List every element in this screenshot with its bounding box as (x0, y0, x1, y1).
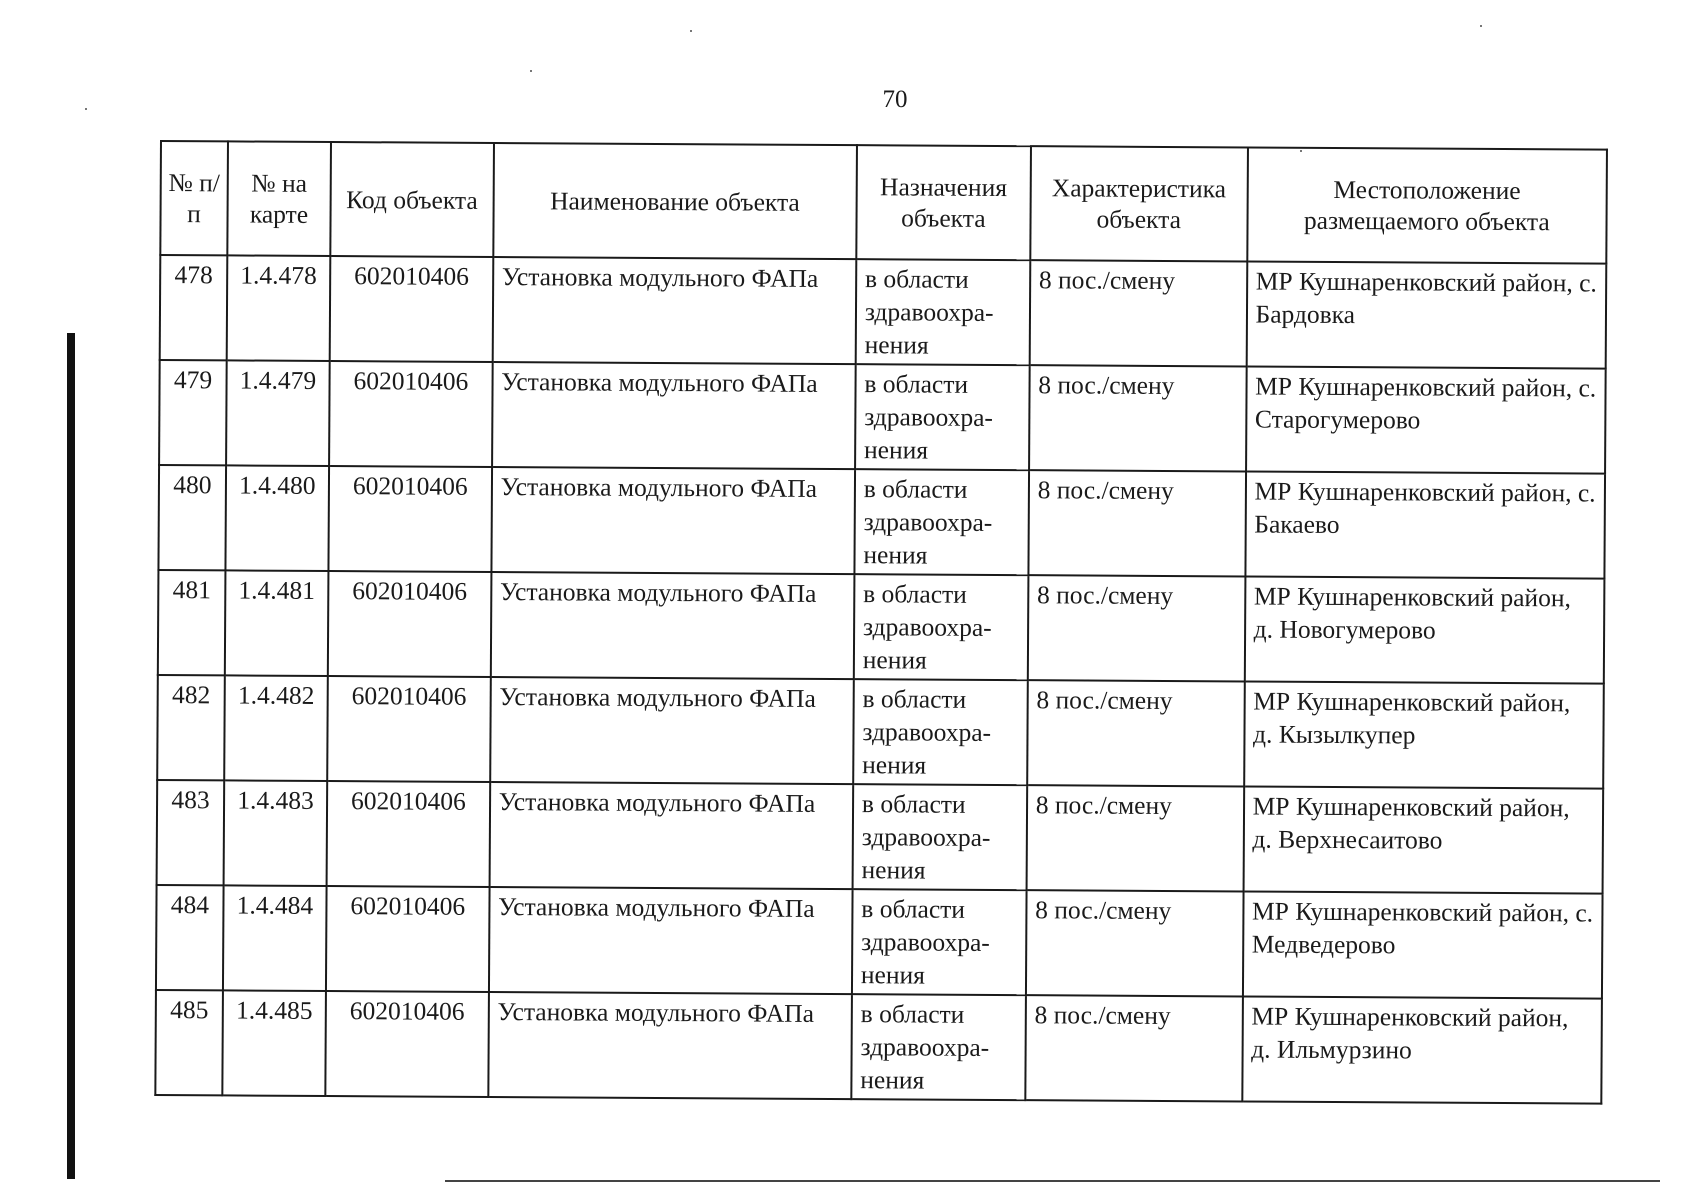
cell-location: МР Кушнаренковский район, с. Старогумерово (1246, 366, 1606, 473)
table-row (156, 885, 1603, 999)
cell-object-name: Установка модульного ФАПа (490, 677, 854, 784)
cell-location: МР Кушнаренковский район, д. Ильмурзино (1242, 996, 1602, 1103)
column-header-object-name: Наименование объекта (493, 143, 857, 259)
cell-purpose: в области здравоохра-нения (852, 889, 1026, 995)
column-header-characteristic: Характеристика объекта (1030, 146, 1248, 261)
cell-location: МР Кушнаренковский район, д. Кызылкупер (1244, 681, 1604, 788)
cell-purpose: в области здравоохра-нения (854, 574, 1028, 680)
column-header-object-code: Код объекта (330, 142, 494, 257)
cell-location: МР Кушнаренковский район, д. Верхнесаитово (1243, 786, 1603, 893)
cell-characteristic: 8 пос./смену (1028, 470, 1245, 576)
cell-location: МР Кушнаренковский район, д. Новогумерово (1244, 576, 1604, 683)
page-number: 70 (882, 86, 908, 113)
table-row (159, 360, 1606, 474)
cell-location: МР Кушнаренковский район, с. Бакаево (1245, 471, 1605, 578)
cell-characteristic: 8 пос./смену (1029, 260, 1246, 366)
cell-object-name: Установка модульного ФАПа (491, 572, 855, 679)
cell-map-number: 1.4.482 (224, 675, 328, 781)
scan-speck (85, 108, 87, 110)
cell-map-number: 1.4.480 (225, 465, 329, 571)
cell-object-name: Установка модульного ФАПа (492, 257, 856, 364)
cell-object-name: Установка модульного ФАПа (492, 362, 856, 469)
table-row (158, 465, 1605, 579)
column-header-purpose: Назначения объекта (856, 145, 1031, 260)
cell-number: 484 (156, 885, 224, 990)
cell-object-name: Установка модульного ФАПа (491, 467, 855, 574)
cell-characteristic: 8 пос./смену (1026, 890, 1243, 996)
cell-object-name: Установка модульного ФАПа (489, 782, 853, 889)
cell-characteristic: 8 пос./смену (1025, 995, 1242, 1101)
column-header-number: № п/п (160, 141, 228, 255)
cell-purpose: в области здравоохра-нения (854, 469, 1028, 575)
objects-table (154, 140, 1608, 1105)
cell-object-code: 602010406 (328, 466, 491, 572)
scan-speck (530, 70, 532, 72)
cell-map-number: 1.4.479 (226, 360, 330, 466)
cell-object-code: 602010406 (326, 886, 489, 992)
table-row (157, 675, 1604, 789)
cell-purpose: в области здравоохра-нения (851, 994, 1025, 1100)
scan-edge-mark (67, 333, 75, 1179)
table-header-row (160, 141, 1607, 264)
cell-number: 483 (157, 780, 225, 885)
cell-object-code: 602010406 (325, 991, 488, 1097)
cell-object-code: 602010406 (329, 361, 492, 467)
column-header-map-number: № на карте (227, 141, 331, 256)
table-row (158, 570, 1605, 684)
cell-object-code: 602010406 (328, 571, 491, 677)
cell-map-number: 1.4.478 (227, 255, 331, 361)
column-header-location: Местоположение размещаемого объекта (1247, 147, 1607, 263)
cell-purpose: в области здравоохра-нения (852, 784, 1026, 890)
cell-characteristic: 8 пос./смену (1027, 680, 1244, 786)
cell-object-name: Установка модульного ФАПа (489, 887, 853, 994)
cell-number: 478 (160, 255, 228, 360)
cell-object-name: Установка модульного ФАПа (488, 992, 852, 1099)
scan-speck (1480, 25, 1482, 27)
cell-number: 485 (155, 990, 223, 1095)
scan-speck (1300, 150, 1302, 152)
cell-object-code: 602010406 (327, 676, 490, 782)
cell-number: 481 (158, 570, 226, 675)
cell-characteristic: 8 пос./смену (1026, 785, 1243, 891)
cell-object-code: 602010406 (326, 781, 489, 887)
cell-location: МР Кушнаренковский район, с. Бардовка (1246, 261, 1606, 368)
scan-bottom-line (445, 1180, 1660, 1182)
cell-map-number: 1.4.481 (225, 570, 329, 676)
cell-location: МР Кушнаренковский район, с. Медведерово (1243, 891, 1603, 998)
cell-number: 482 (157, 675, 225, 780)
cell-characteristic: 8 пос./смену (1029, 365, 1246, 471)
cell-characteristic: 8 пос./смену (1028, 575, 1245, 681)
cell-purpose: в области здравоохра-нения (853, 679, 1027, 785)
cell-purpose: в области здравоохра-нения (855, 364, 1029, 470)
table-row (155, 990, 1602, 1104)
table-row (160, 255, 1607, 369)
cell-purpose: в области здравоохра-нения (856, 259, 1030, 365)
scan-speck (690, 30, 692, 32)
cell-number: 480 (158, 465, 226, 570)
cell-map-number: 1.4.484 (223, 885, 327, 991)
cell-map-number: 1.4.485 (222, 990, 326, 1096)
cell-map-number: 1.4.483 (224, 780, 328, 886)
table-row (157, 780, 1604, 894)
cell-object-code: 602010406 (330, 256, 493, 362)
cell-number: 479 (159, 360, 227, 465)
